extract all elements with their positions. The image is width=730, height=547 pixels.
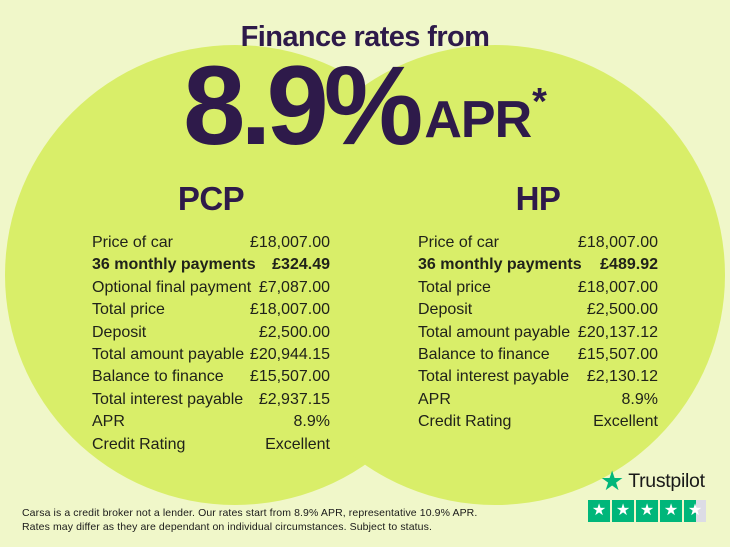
row-label: Balance to finance — [418, 346, 550, 364]
row-label: Optional final payment — [92, 278, 252, 296]
row-value: £324.49 — [272, 256, 330, 274]
row-value: £7,087.00 — [258, 278, 330, 296]
trustpilot-brand-text: Trustpilot — [628, 469, 705, 492]
disclaimer-line-1: Carsa is a credit broker not a lender. Our rates start from 8.9% APR, representative 10.9% APR. — [22, 507, 478, 519]
table-row — [418, 366, 658, 388]
row-value: Excellent — [593, 413, 658, 431]
row-label: Total amount payable — [92, 346, 245, 364]
table-row — [92, 434, 330, 456]
row-value: £2,130.12 — [586, 368, 658, 386]
pcp-heading: PCP — [177, 180, 245, 217]
row-value: £15,507.00 — [249, 368, 330, 386]
star-glyph: ★ — [591, 502, 607, 519]
row-label: Credit Rating — [92, 435, 186, 453]
row-value: £489.92 — [600, 256, 658, 274]
row-label: APR — [418, 390, 451, 408]
row-label: Deposit — [418, 301, 473, 319]
rate-lockup — [0, 43, 730, 168]
pcp-rows — [92, 232, 330, 456]
row-label: Total interest payable — [418, 368, 570, 386]
row-value: 8.9% — [621, 390, 658, 408]
row-value: £20,137.12 — [577, 323, 658, 341]
table-row — [418, 411, 658, 433]
row-value: £2,937.15 — [258, 390, 330, 408]
row-value: £18,007.00 — [577, 278, 658, 296]
trustpilot-widget[interactable] — [588, 468, 706, 522]
disclaimer — [22, 507, 477, 534]
trustpilot-star-box — [684, 500, 706, 522]
trustpilot-rating-stars — [588, 500, 706, 522]
hp-heading: HP — [515, 180, 561, 217]
row-value: 8.9% — [293, 413, 330, 431]
rate-value: 8.9% — [183, 43, 419, 168]
table-row — [92, 389, 330, 411]
hp-table — [418, 180, 658, 434]
row-label: Price of car — [418, 234, 499, 251]
table-row — [418, 299, 658, 321]
table-row — [418, 389, 658, 411]
row-label: Total amount payable — [418, 323, 571, 341]
row-value: £18,007.00 — [249, 301, 330, 319]
star-glyph: ★ — [663, 502, 679, 519]
disclaimer-line-2: Rates may differ as they are dependant on individual circumstances. Subject to status. — [22, 520, 432, 533]
table-row — [92, 277, 330, 299]
row-label: 36 monthly payments — [418, 256, 582, 274]
table-row — [92, 411, 330, 433]
star-glyph: ★ — [615, 502, 631, 519]
row-value: £2,500.00 — [258, 323, 330, 341]
row-value: £15,507.00 — [577, 346, 658, 364]
table-row — [92, 344, 330, 366]
table-row — [418, 277, 658, 299]
row-value: £18,007.00 — [577, 234, 658, 251]
row-label: Balance to finance — [92, 368, 224, 386]
trustpilot-star-icon: ★ — [600, 466, 625, 496]
trustpilot-star-box — [660, 500, 682, 522]
row-label: Price of car — [92, 234, 173, 251]
row-value: £18,007.00 — [249, 234, 330, 251]
row-label: Total price — [92, 301, 165, 319]
page-title: Finance rates from — [240, 21, 490, 53]
row-value: £2,500.00 — [586, 301, 658, 319]
hp-rows — [418, 232, 658, 434]
trustpilot-logo — [600, 468, 706, 494]
rate-unit: APR — [424, 91, 532, 149]
row-value: Excellent — [265, 435, 330, 453]
row-label: Total price — [418, 278, 491, 296]
row-label: Total interest payable — [92, 390, 244, 408]
table-row — [418, 322, 658, 344]
table-row — [418, 254, 658, 276]
star-glyph: ★ — [687, 502, 703, 519]
row-value: £20,944.15 — [249, 346, 330, 364]
trustpilot-star-box — [612, 500, 634, 522]
table-row — [92, 232, 330, 254]
trustpilot-star-box — [636, 500, 658, 522]
row-label: 36 monthly payments — [92, 256, 256, 274]
table-row — [418, 232, 658, 254]
table-row — [418, 344, 658, 366]
table-row — [92, 254, 330, 276]
trustpilot-star-box — [588, 500, 610, 522]
table-row — [92, 322, 330, 344]
star-glyph: ★ — [639, 502, 655, 519]
row-label: Credit Rating — [418, 413, 512, 431]
rate-footnote-marker: * — [532, 81, 547, 123]
table-row — [92, 299, 330, 321]
row-label: Deposit — [92, 323, 147, 341]
row-label: APR — [92, 413, 125, 431]
pcp-table — [92, 180, 330, 456]
table-row — [92, 366, 330, 388]
